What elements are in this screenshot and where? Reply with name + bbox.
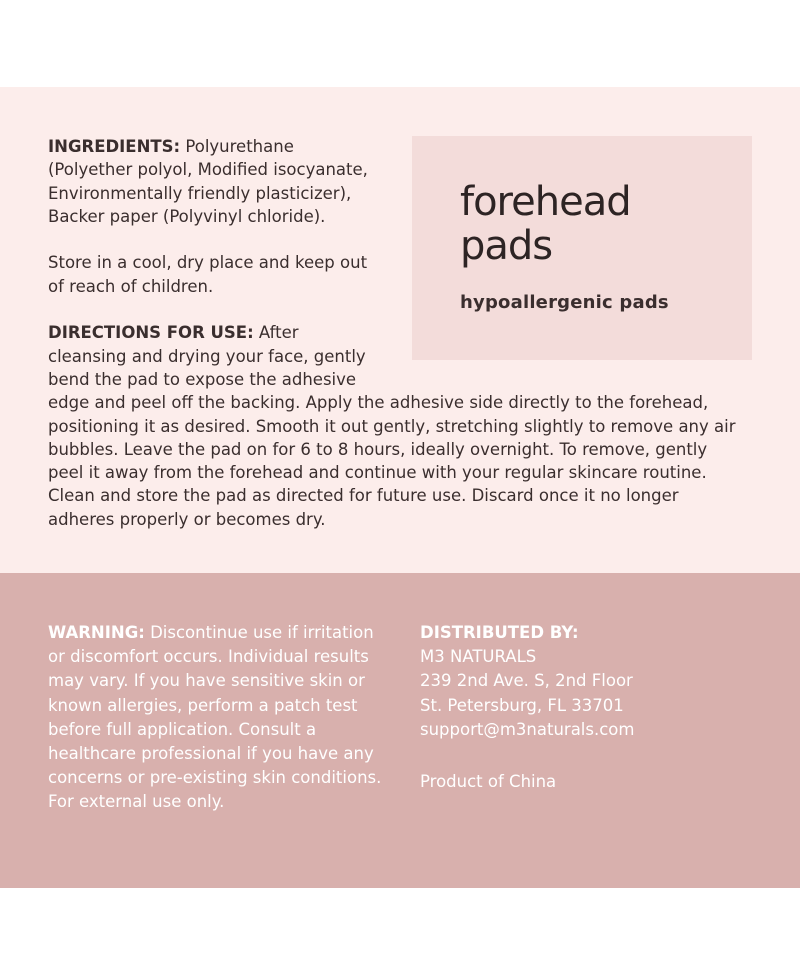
warning-panel — [0, 573, 800, 888]
directions-label: DIRECTIONS FOR USE: — [48, 323, 254, 343]
distributor-label: DISTRIBUTED BY: — [420, 623, 579, 642]
ingredients-text: Polyurethane (Polyether polyol, Modified isocyanate, Environmentally friendly plasticizer), Backer paper (Polyvinyl chloride). — [48, 137, 368, 226]
distributor-address-line2: St. Petersburg, FL 33701 — [420, 695, 624, 715]
warning-label: WARNING: — [48, 623, 145, 642]
distributor-block — [420, 621, 760, 794]
distributor-address-line1: 239 2nd Ave. S, 2nd Floor — [420, 671, 633, 691]
storage-paragraph: Store in a cool, dry place and keep out of reach of children. — [48, 253, 368, 296]
warning-text: Discontinue use if irritation or discomfort occurs. Individual results may vary. If you have sensitive skin or known allergies, perform a patch test before full application. Consult a healthcare professional if you have any concerns or pre-existing skin conditions. For external use only. — [48, 623, 382, 812]
distributor-name: M3 NATURALS — [420, 647, 537, 667]
product-title-line2: pads — [460, 223, 553, 269]
product-subtitle: hypoallergenic pads — [460, 292, 669, 313]
info-text-block — [48, 135, 738, 531]
warning-paragraph — [48, 621, 388, 815]
product-title-line1: forehead — [460, 179, 631, 225]
distributor-email: support@m3naturals.com — [420, 719, 635, 739]
warning-block — [48, 621, 388, 815]
product-origin: Product of China — [420, 772, 557, 792]
ingredients-label: INGREDIENTS: — [48, 137, 181, 156]
directions-text: After cleansing and drying your face, gently bend the pad to expose the adhesive edge and peel off the backing. Apply the adhesive side directly to the forehead, positioning it as desired. Smooth it out gently, stretching slightly to remove any air bubbles. Leave the pad on for 6 to 8 hours, ideally overnight. To remove, gently peel it away from the forehead and continue with your regular skincare routine. Clean and store the pad as directed for future use. Discard once it no longer adheres properly or becomes dry. — [48, 323, 736, 529]
info-panel — [0, 87, 800, 573]
